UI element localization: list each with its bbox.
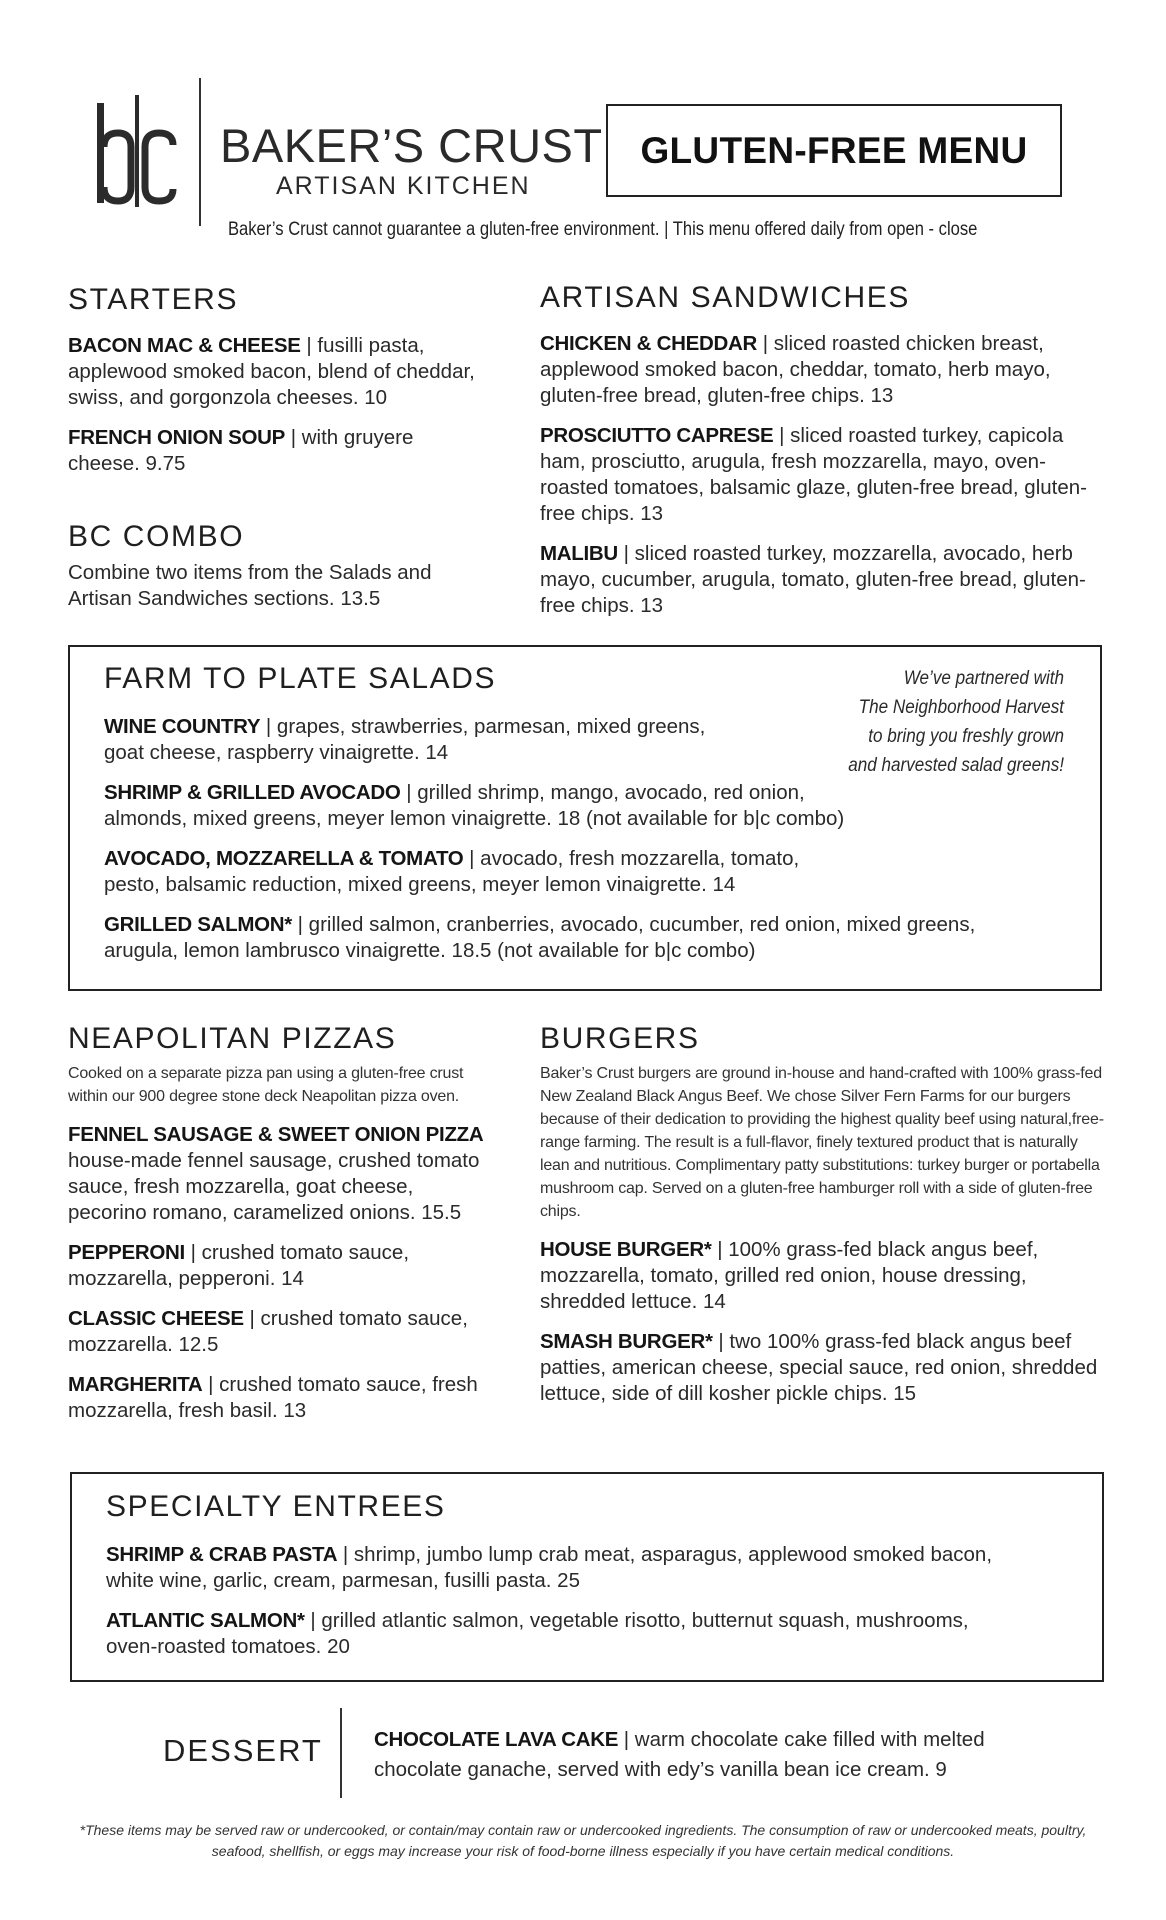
item-desc: | crushed tomato sauce, fresh mozzarella, fresh basil. 13 <box>68 1373 478 1422</box>
menu-title: GLUTEN-FREE MENU <box>640 129 1028 171</box>
logo-divider <box>199 78 201 226</box>
menu-item <box>104 780 1064 832</box>
item-desc: almonds, mixed greens, meyer lemon vinaigrette. 18 (not available for b|c combo) <box>104 807 845 830</box>
item-desc: | with gruyere cheese. 9.75 <box>68 426 414 475</box>
item-name: CHOCOLATE LAVA CAKE <box>374 1728 619 1751</box>
combo-desc: Combine two items from the Salads and Artisan Sandwiches sections. 13.5 <box>68 561 432 610</box>
item-desc: | sliced roasted chicken breast, applewood smoked bacon, cheddar, tomato, herb mayo, gluten-free bread, gluten-free chips. 13 <box>540 332 1051 407</box>
item-desc: pesto, balsamic reduction, mixed greens, meyer lemon vinaigrette. 14 <box>104 873 736 896</box>
item-name: GRILLED SALMON* <box>104 913 292 936</box>
section-note: Cooked on a separate pizza pan using a gluten-free crust within our 900 degree stone deck Neapolitan pizza oven. <box>68 1065 464 1105</box>
section-title: BURGERS <box>540 1022 700 1055</box>
item-desc: oven-roasted tomatoes. 20 <box>106 1635 350 1658</box>
footnote <box>60 1820 1106 1862</box>
menu-item <box>540 423 1110 527</box>
section-note: Baker’s Crust burgers are ground in-house and hand-crafted with 100% grass-fed New Zealand Black Angus Beef. We chose Silver Fern Farms for our burgers because of their dedication to providing the highest quality beef using natural,free-range farming. The result is a full-flavor, finely textured product that is naturally lean and nutritious. Complimentary patty substitutions: turkey burger or portabella mushroom cap. Served on a gluten-free hamburger roll with a side of gluten-free chips. <box>540 1065 1104 1220</box>
menu-item <box>104 846 1064 898</box>
item-name: PROSCIUTTO CAPRESE <box>540 424 774 447</box>
item-desc: | grilled salmon, cranberries, avocado, cucumber, red onion, mixed greens, <box>291 913 976 936</box>
item-name: AVOCADO, MOZZARELLA & TOMATO <box>104 847 464 870</box>
item-desc: | 100% grass-fed black angus beef, mozzarella, tomato, grilled red onion, house dressing, shredded lettuce. 14 <box>540 1238 1039 1313</box>
menu-item <box>68 1306 488 1358</box>
menu-item <box>104 912 1064 964</box>
partner-line: We’ve partnered with <box>903 668 1064 689</box>
partner-line: to bring you freshly grown <box>868 726 1064 747</box>
menu-item <box>68 333 478 411</box>
item-name: HOUSE BURGER* <box>540 1238 712 1261</box>
item-name: WINE COUNTRY <box>104 715 261 738</box>
item-desc: arugula, lemon lambrusco vinaigrette. 18.5 (not available for b|c combo) <box>104 939 756 962</box>
item-desc: house-made fennel sausage, crushed tomato sauce, fresh mozzarella, goat cheese, pecorino romano, caramelized onions. 15.5 <box>68 1149 480 1224</box>
item-desc: | warm chocolate cake filled with melted <box>618 1728 985 1751</box>
item-desc: | grilled atlantic salmon, vegetable risotto, butternut squash, mushrooms, <box>304 1609 969 1632</box>
menu-item <box>106 1542 1066 1594</box>
item-name: SHRIMP & CRAB PASTA <box>106 1543 338 1566</box>
pizzas-section <box>68 1022 488 1438</box>
item-name: BACON MAC & CHEESE <box>68 334 301 357</box>
item-name: FENNEL SAUSAGE & SWEET ONION PIZZA <box>68 1123 484 1146</box>
menu-title-box <box>606 104 1062 197</box>
item-desc: | grapes, strawberries, parmesan, mixed greens, <box>260 715 706 738</box>
section-title: FARM TO PLATE SALADS <box>104 662 497 695</box>
menu-item <box>68 1122 488 1226</box>
menu-item <box>68 1372 488 1424</box>
item-name: MARGHERITA <box>68 1373 203 1396</box>
menu-item <box>540 541 1110 619</box>
item-name: ATLANTIC SALMON* <box>106 1609 305 1632</box>
dessert-title: DESSERT <box>163 1733 323 1768</box>
item-name: SMASH BURGER* <box>540 1330 713 1353</box>
brand-subtitle: ARTISAN KITCHEN <box>276 172 531 200</box>
item-name: CLASSIC CHEESE <box>68 1307 244 1330</box>
item-desc: | shrimp, jumbo lump crab meat, asparagus, applewood smoked bacon, <box>337 1543 993 1566</box>
menu-item <box>540 1237 1110 1315</box>
bc-combo-section <box>68 520 498 626</box>
item-name: CHICKEN & CHEDDAR <box>540 332 757 355</box>
salads-section <box>104 662 1064 978</box>
partner-line: The Neighborhood Harvest <box>858 697 1064 718</box>
section-title: STARTERS <box>68 283 239 316</box>
logo-icon <box>95 95 177 207</box>
partner-line: and harvested salad greens! <box>848 755 1064 776</box>
menu-item <box>106 1608 1066 1660</box>
item-name: SHRIMP & GRILLED AVOCADO <box>104 781 401 804</box>
item-desc: chocolate ganache, served with edy’s vanilla bean ice cream. 9 <box>374 1758 947 1781</box>
item-desc: | crushed tomato sauce, mozzarella. 12.5 <box>68 1307 468 1356</box>
disclaimer: Baker’s Crust cannot guarantee a gluten-free environment. | This menu offered daily from open - close <box>228 218 978 240</box>
entrees-section <box>106 1490 1066 1674</box>
starters-section <box>68 283 478 491</box>
footnote-line: *These items may be served raw or undercooked, or contain/may contain raw or undercooked ingredients. The consumption of raw or undercooked meats, poultry, <box>79 1822 1087 1838</box>
item-name: FRENCH ONION SOUP <box>68 426 285 449</box>
menu-item <box>68 425 478 477</box>
brand-name: BAKER’S CRUST <box>220 119 603 172</box>
item-desc: white wine, garlic, cream, parmesan, fusilli pasta. 25 <box>106 1569 580 1592</box>
dessert-divider <box>340 1708 342 1798</box>
menu-item <box>540 331 1110 409</box>
item-desc: | two 100% grass-fed black angus beef patties, american cheese, special sauce, red onion, shredded lettuce, side of dill kosher pickle chips. 15 <box>540 1330 1098 1405</box>
section-title: ARTISAN SANDWICHES <box>540 281 910 314</box>
item-desc: | sliced roasted turkey, capicola ham, prosciutto, arugula, fresh mozzarella, mayo, oven-roasted tomatoes, balsamic glaze, gluten-free bread, gluten-free chips. 13 <box>540 424 1087 525</box>
item-desc: | grilled shrimp, mango, avocado, red onion, <box>400 781 805 804</box>
item-desc: | fusilli pasta, applewood smoked bacon, blend of cheddar, swiss, and gorgonzola cheeses. 10 <box>68 334 475 409</box>
footnote-line: seafood, shellfish, or eggs may increase your risk of food-borne illness especially if you have certain medical conditions. <box>211 1843 955 1859</box>
menu-item <box>540 1329 1110 1407</box>
item-desc: | crushed tomato sauce, mozzarella, pepperoni. 14 <box>68 1241 410 1290</box>
item-desc: | avocado, fresh mozzarella, tomato, <box>463 847 800 870</box>
section-title: SPECIALTY ENTREES <box>106 1490 446 1523</box>
menu-item <box>104 714 1064 766</box>
burgers-section <box>540 1022 1110 1421</box>
menu-item <box>68 1240 488 1292</box>
menu-item <box>374 1725 1094 1785</box>
section-title: BC COMBO <box>68 520 245 553</box>
item-desc: | sliced roasted turkey, mozzarella, avocado, herb mayo, cucumber, arugula, tomato, gluten-free bread, gluten-free chips. 13 <box>540 542 1086 617</box>
item-name: MALIBU <box>540 542 618 565</box>
sandwiches-section <box>540 281 1110 633</box>
item-name: PEPPERONI <box>68 1241 185 1264</box>
section-title: NEAPOLITAN PIZZAS <box>68 1022 397 1055</box>
item-desc: goat cheese, raspberry vinaigrette. 14 <box>104 741 449 764</box>
